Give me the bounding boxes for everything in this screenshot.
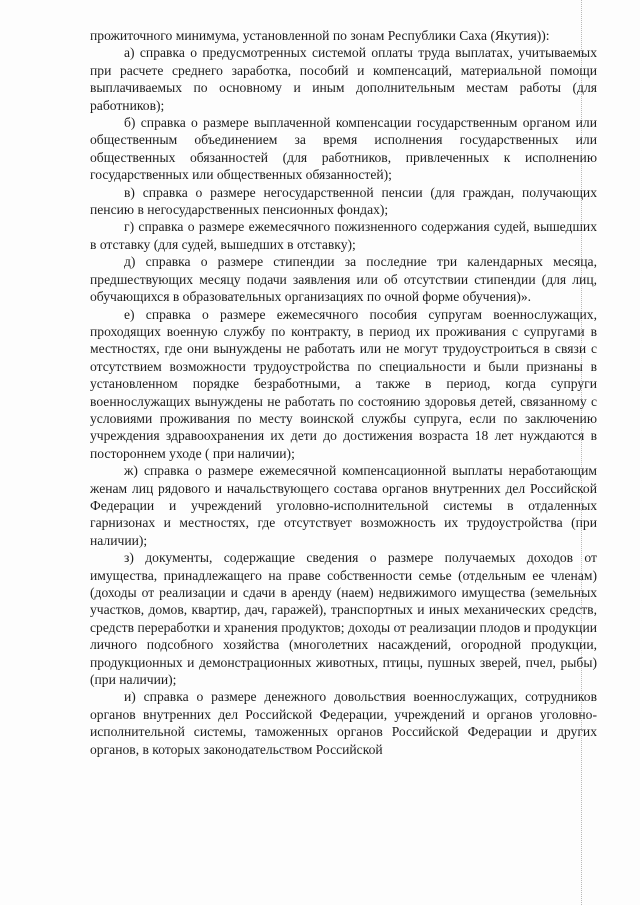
document-body [90, 27, 597, 758]
paragraph-item-g: г) справка о размере ежемесячного пожизненного содержания судей, вышедших в отставку (для судей, вышедших в отставку); [90, 219, 597, 252]
paragraph-item-v: в) справка о размере негосударственной пенсии (для граждан, получающих пенсию в негосударственных пенсионных фондах); [90, 184, 597, 218]
paragraph-item-z: з) документы, содержащие сведения о размере получаемых доходов от имущества, принадлежащего на праве собственности семье (отдельным ее членам) (доходы от реализации и сдачи в аренду (наем) недвижимого имущества (земельных участков, домов, квартир, дач, гаражей), транспортных и иных механических средств, средств переработки и хранения продуктов; доходы от реализации плодов и продукции личного подсобного хозяйства (многолетних насаждений, огородной продукции, продукционных и демонстрационных животных, птицы, пушных зверей, пчел, рыбы) (при наличии); [90, 550, 597, 688]
paragraph-item-b: б) справка о размере выплаченной компенсации государственным органом или общественным объединением за время исполнения государственных или общественных обязанностей (для работников, привлеченных к исполнению государственных или общественных обязанностей); [90, 115, 597, 183]
paragraph-continuation: прожиточного минимума, установленной по зонам Республики Саха (Якутия)): [90, 28, 550, 43]
paragraph-item-a: а) справка о предусмотренных системой оплаты труда выплатах, учитываемых при расчете среднего заработка, пособий и компенсаций, материальной помощи выплачиваемых по основному и иным дополнительным местам работы (для работников); [90, 45, 597, 113]
paragraph-item-zh: ж) справка о размере ежемесячной компенсационной выплаты неработающим женам лиц рядового и начальствующего состава органов внутренних дел Российской Федерации и учреждений уголовно-исполнительной системы в отдаленных гарнизонах и местностях, где отсутствует возможность их трудоустройства (при наличии); [90, 463, 597, 548]
paragraph-item-d: д) справка о размере стипендии за последние три календарных месяца, предшествующих месяцу подачи заявления или об отсутствии стипендии (для лиц, обучающихся в образовательных организациях по очной форме обучения)». [90, 254, 597, 305]
paragraph-item-i: и) справка о размере денежного довольствия военнослужащих, сотрудников органов внутренних дел Российской Федерации, учреждений и органов уголовно-исполнительной системы, таможенных органов Российской Федерации и других органов, в которых законодательством Российской [90, 689, 597, 757]
paragraph-item-e: е) справка о размере ежемесячного пособия супругам военнослужащих, проходящих военную службу по контракту, в период их проживания с супругами в местностях, где они вынуждены не работать или не могут трудоустроиться в связи с отсутствием возможности трудоустройства по специальности и были признаны в установленном порядке безработными, а также в период, когда супруги военнослужащих вынуждены не работать по состоянию здоровья детей, связанному с условиями проживания по месту воинской службы супруга, если по заключению учреждения здравоохранения их дети до достижения возраста 18 лет нуждаются в постороннем уходе ( при наличии); [90, 306, 597, 461]
